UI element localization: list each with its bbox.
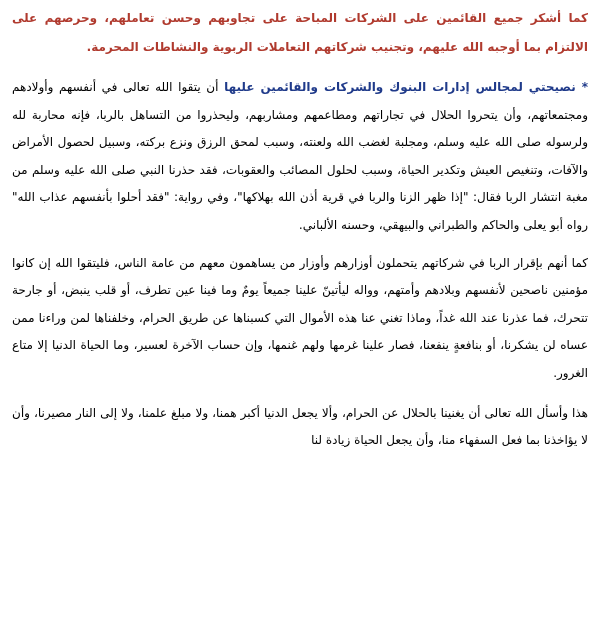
advice-lead-highlight: * نصيحتي لمجالس إدارات البنوك والشركات والقائمين عليها: [224, 80, 588, 94]
paragraph-gap: [12, 240, 588, 250]
paragraph-gap: [12, 62, 588, 74]
thanks-paragraph: كما أشكر جميع القائمين على الشركات المباحة على تجاوبهم وحسن تعاملهم، وحرصهم على الالتزام بما أوجبه الله عليهم، وتجنيب شركاتهم التعاملات الربوية والنشاطات المحرمة.: [12, 11, 588, 54]
advice-paragraph: [12, 74, 588, 240]
advice-body-text: أن يتقوا الله تعالى في أنفسهم وأولادهم ومجتمعاتهم، وأن يتحروا الحلال في تجاراتهم ومطاعمهم ومشاربهم، وليحذروا من التساهل بالربا، فإنه محاربة لله ولرسوله صلى الله عليه وسلم، ومجلبة لغضب الله ولعنته، وسبب لمحق الرزق ونزع بركته، وسبيل لحصول الأمراض والآفات، وتنغيص العيش وتكدير الحياة، وسبب لحلول المصائب والعقوبات، فقد حذرنا النبي صلى الله عليه وسلم من مغبة انتشار الربا فقال: "إذا ظهر الزنا والربا في قرية أذن الله بهلاكها"، وفي رواية: "فقد أحلوا بأنفسهم عذاب الله" رواه أبو يعلى والحاكم والطبراني والبيهقي، وحسنه الألباني.: [12, 80, 588, 232]
paragraph-gap: [12, 388, 588, 400]
document-page: [12, 0, 588, 455]
warning-paragraph: كما أنهم بإقرار الربا في شركاتهم يتحملون أوزارهم وأوزار من يساهمون معهم من عامة الناس، فليتقوا الله إن كانوا مؤمنين ناصحين لأنفسهم وبلادهم وأمتهم، وواله ليأتينّ علينا جميعاً يومٌ وما فينا عين تطرف، أو قلب ينبض، أو جارحة تتحرك، فما عذرنا عند الله غداً، وماذا تغني عنا هذه الأموال التي كسبناها عن طريق الحرام، وخلفناها لمن وراءنا ممن عساه لن يشكرنا، أو بنافعةٍ ينفعنا، فصار علينا غرمها ولهم غنمها، وإن حساب الآخرة لعسير، وما الحياة الدنيا إلا متاع الغرور.: [12, 255, 588, 380]
closing-paragraph: هذا وأسأل الله تعالى أن يغنينا بالحلال عن الحرام، وألا يجعل الدنيا أكبر همنا، ولا مبلغ علمنا، ولا إلى النار مصيرنا، وأن لا يؤاخذنا بما فعل السفهاء منا، وأن يجعل الحياة زيادة لنا: [12, 405, 588, 448]
